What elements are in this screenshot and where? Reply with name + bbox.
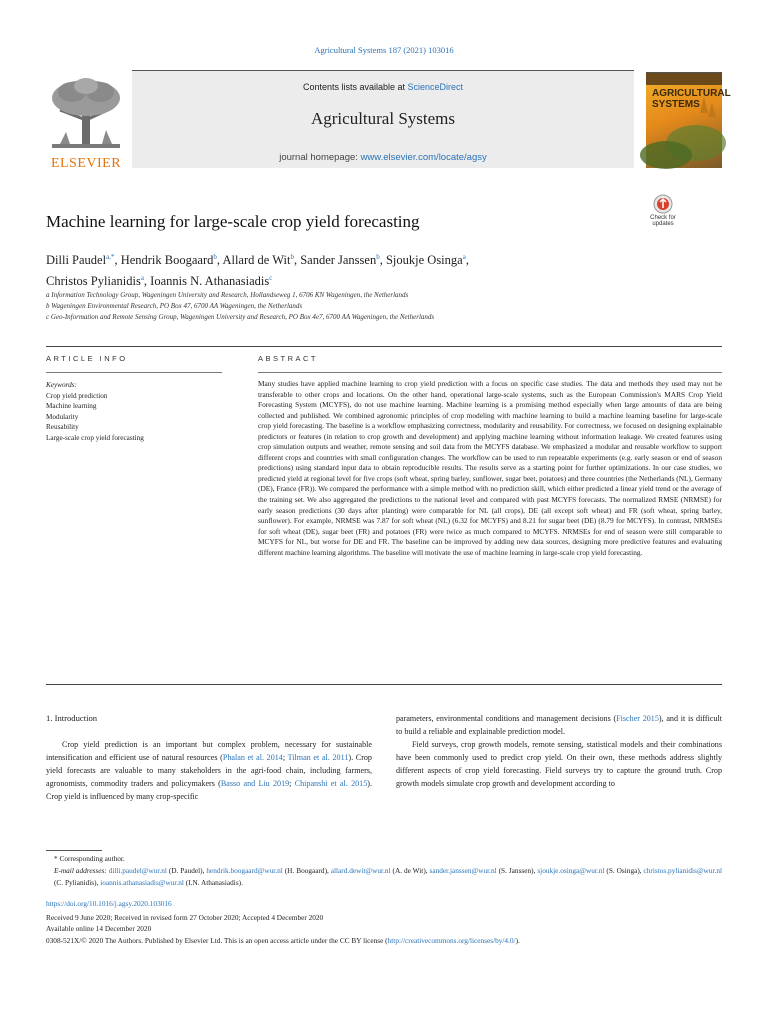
text-run: parameters, environmental conditions and management decisions ( xyxy=(396,714,617,723)
text-run: ). Crop yield forecasts are valuable to many stakeholders in the agri-food chain, including farmers, agronomists, commodity traders and policymakers ( xyxy=(46,752,372,788)
author-list xyxy=(46,248,686,290)
email-owner: (S. Osinga), xyxy=(604,866,644,875)
email-owner: (H. Boogaard), xyxy=(282,866,331,875)
email-owner: (A. de Wit), xyxy=(390,866,430,875)
tree-icon xyxy=(46,76,126,154)
author-separator: , xyxy=(465,253,469,268)
text-run: ; xyxy=(282,752,288,762)
license-text: ). xyxy=(515,936,520,945)
journal-reference[interactable]: Agricultural Systems 187 (2021) 103016 xyxy=(314,45,454,55)
sciencedirect-link[interactable]: ScienceDirect xyxy=(407,82,464,92)
author-name: Sjoukje Osinga xyxy=(385,253,463,268)
author-affil-mark[interactable]: b xyxy=(213,253,217,261)
homepage-line xyxy=(132,152,634,163)
doi-link[interactable]: https://doi.org/10.1016/j.agsy.2020.103016 xyxy=(46,899,172,908)
citation-link[interactable]: Chipanshi et al. 2015 xyxy=(294,778,368,788)
affiliation-item: b Wageningen Environmental Research, PO Box 47, 6700 AA Wageningen, the Netherlands xyxy=(46,302,303,310)
keyword-item: Machine learning xyxy=(46,402,97,410)
author-separator: , xyxy=(114,253,121,268)
author-affil-mark[interactable]: a xyxy=(140,274,144,283)
email-addresses xyxy=(46,865,722,889)
journal-info-box xyxy=(132,70,634,168)
license-text: 0308-521X/© 2020 The Authors. Published by Elsevier Ltd. This is an open access article under the CC BY license ( xyxy=(46,936,388,945)
journal-cover-image[interactable] xyxy=(646,72,731,168)
author-name: Allard de Wit xyxy=(222,253,291,268)
keywords-heading: Keywords: xyxy=(46,381,77,389)
email-heading: E-mail addresses: xyxy=(54,866,109,875)
author-affil-mark[interactable]: b xyxy=(376,253,380,261)
email-link[interactable]: allard.dewit@wur.nl xyxy=(330,866,391,875)
journal-header xyxy=(46,70,731,171)
license-statement xyxy=(46,936,726,945)
author-separator: , xyxy=(216,253,223,268)
check-updates-icon xyxy=(647,194,679,216)
abstract-text: Many studies have applied machine learning to crop yield prediction with a focus on specific case studies. The data and methods they used may not be transferable to other crops and locations. On the other hand, operational large-scale systems, such as the European Commission's MARS Crop Yield Forecasting System (MCYFS), do not use machine learning. Machine learning is a promising method especially when large amounts of data are being collected and published. We combined agronomic principles of crop modeling with machine learning to build a machine learning baseline for large-scale crop yield forecasting. The baseline is a workflow emphasizing correctness, modularity and reusability. For correctness, we focused on designing explainable predictors or features (in relation to crop growth and development) and applying machine learning without information leakage. We created features using crop simulation outputs and weather, remote sensing and soil data from the MCYFS database. We emphasized a modular and reusable workflow to support different crops and countries with small configuration changes. The workflow can be used to run repeatable experiments (e.g. early season or end of season predictions) using standard input data to obtain reproducible results. The results serve as a starting point for further optimizations. In our case studies, we predicted yield at regional level for five crops (soft wheat, spring barley, sunflower, sugar beet, potatoes) and three countries (the Netherlands (NL), Germany (DE), France (FR)). We compared the performance with a simple method with no prediction skill, which either predicted a linear yield trend or the average of the training set. We also aggregated the predictions to the national level and compared with past MCYFS forecasts. The normalized RMSE (NRMSE) for early season predictions (30 days after planting) were comparable for NL (all crops), DE (all except soft wheat) and FR (soft wheat, spring barley, sunflower). For example, NRMSE was 7.87 for soft wheat (NL) (6.32 for MCYFS) and 8.21 for sugar beet (DE) (8.79 for MCYFS). In contrast, NRMSEs for soft wheat (DE), sugar beet (FR) and potatoes (FR) were twice as much compared to MCYFS. NRMSEs for end of season were still comparable to MCYFS for NL, but worse for DE and FR. The baseline can be improved by adding new data sources, designing more predictive features and evaluating different machine learning algorithms. The baseline will motivate the use of machine learning in large-scale crop yield forecasting. xyxy=(258,379,722,557)
footnote-divider xyxy=(46,850,102,851)
paragraph xyxy=(46,739,372,804)
divider xyxy=(46,684,722,685)
check-updates-label: Check for updates xyxy=(650,215,676,227)
author-name: Hendrik Boogaard xyxy=(120,253,214,268)
keyword-item: Modularity xyxy=(46,412,79,421)
homepage-link[interactable]: www.elsevier.com/locate/agsy xyxy=(360,152,487,163)
email-link[interactable]: ioannis.athanasiadis@wur.nl xyxy=(100,878,184,887)
author-affil-mark[interactable]: a xyxy=(462,253,466,261)
publisher-name: ELSEVIER xyxy=(50,156,122,171)
abstract-label: ABSTRACT xyxy=(258,354,319,363)
cover-title: AGRICULTURAL SYSTEMS xyxy=(652,88,731,110)
article-title: Machine learning for large-scale crop yield forecasting xyxy=(46,212,420,231)
author-name: Christos Pylianidis xyxy=(46,274,141,289)
footnotes xyxy=(46,853,722,889)
corresponding-author-note: * Corresponding author. xyxy=(54,854,125,863)
received-dates: Received 9 June 2020; Received in revised form 27 October 2020; Accepted 4 December 2020 xyxy=(46,913,324,922)
email-link[interactable]: sjoukje.osinga@wur.nl xyxy=(537,866,605,875)
email-link[interactable]: sander.janssen@wur.nl xyxy=(429,866,497,875)
text-run: ), and it is difficult to build a reliable and explainable prediction model. xyxy=(396,714,722,736)
email-owner: (D. Paudel), xyxy=(166,866,207,875)
license-link[interactable]: http://creativecommons.org/licenses/by/4.0/ xyxy=(387,936,516,945)
citation-link[interactable]: Tilman et al. 2011 xyxy=(287,752,349,762)
body-column-right xyxy=(396,713,722,790)
author-affil-mark[interactable]: c xyxy=(269,274,273,283)
email-link[interactable]: dilli.paudel@wur.nl xyxy=(108,866,167,875)
keyword-item: Reusability xyxy=(46,423,79,431)
email-owner: (C. Pylianidis), xyxy=(54,878,101,887)
contents-prefix: Contents lists available at xyxy=(302,82,408,92)
citation-link[interactable]: Fischer 2015 xyxy=(616,714,659,723)
paragraph xyxy=(396,713,722,739)
paragraph: Field surveys, crop growth models, remote sensing, statistical models and their combinations have been commonly used to predict crop yield. On their own, these methods address slightly different aspects of crop yield forecasting. Field surveys try to capture the ground truth. Crop growth models simulate crop growth and development according to xyxy=(396,739,722,788)
author-affil-mark[interactable]: a,* xyxy=(106,253,115,261)
email-link[interactable]: hendrik.boogaard@wur.nl xyxy=(206,866,283,875)
journal-title: Agricultural Systems xyxy=(310,109,455,128)
author-name: Sander Janssen xyxy=(300,253,377,268)
article-info-label: ARTICLE INFO xyxy=(46,354,128,363)
citation-link[interactable]: Basso and Liu 2019 xyxy=(220,778,290,788)
author-name: Dilli Paudel xyxy=(46,253,107,268)
keyword-item: Large-scale crop yield forecasting xyxy=(46,433,144,442)
divider xyxy=(46,346,722,347)
text-run: Crop yield prediction is an important but complex problem, necessary for sustainable intensification and efficient use of natural resources ( xyxy=(46,740,372,762)
homepage-prefix: journal homepage: xyxy=(279,152,361,163)
email-owner: (I.N. Athanasiadis). xyxy=(183,878,243,887)
affiliation-item: a Information Technology Group, Wageningen University and Research, Hollandseweg 1, 6706 KN Wageningen, the Netherlands xyxy=(46,291,409,299)
author-affil-mark[interactable]: b xyxy=(290,253,294,261)
affiliation-item: c Geo-Information and Remote Sensing Group, Wageningen University and Research, PO Box 4e7, 6700 AA Wageningen, the Netherlands xyxy=(46,313,435,321)
section-heading-introduction: 1. Introduction xyxy=(46,713,98,723)
affiliations xyxy=(46,290,726,323)
email-owner: (S. Janssen), xyxy=(496,866,538,875)
available-online-date: Available online 14 December 2020 xyxy=(46,924,152,933)
author-separator: , xyxy=(293,253,301,268)
author-name: Ioannis N. Athanasiadis xyxy=(150,274,270,289)
elsevier-tree-logo[interactable] xyxy=(46,76,126,171)
divider xyxy=(258,372,722,373)
citation-link[interactable]: Phalan et al. 2014 xyxy=(222,752,283,762)
body-column-left xyxy=(46,739,372,804)
text-run: ; xyxy=(289,778,295,788)
author-separator: , xyxy=(143,274,151,289)
divider xyxy=(46,372,222,373)
contents-line xyxy=(132,82,634,92)
keywords-block xyxy=(46,380,226,443)
text-run: ). Crop yield is influenced by many crop-specific xyxy=(46,778,372,801)
check-for-updates-badge[interactable] xyxy=(647,194,679,230)
email-link[interactable]: christos.pylianidis@wur.nl xyxy=(643,866,723,875)
author-separator: , xyxy=(379,253,386,268)
keyword-item: Crop yield prediction xyxy=(46,391,108,400)
